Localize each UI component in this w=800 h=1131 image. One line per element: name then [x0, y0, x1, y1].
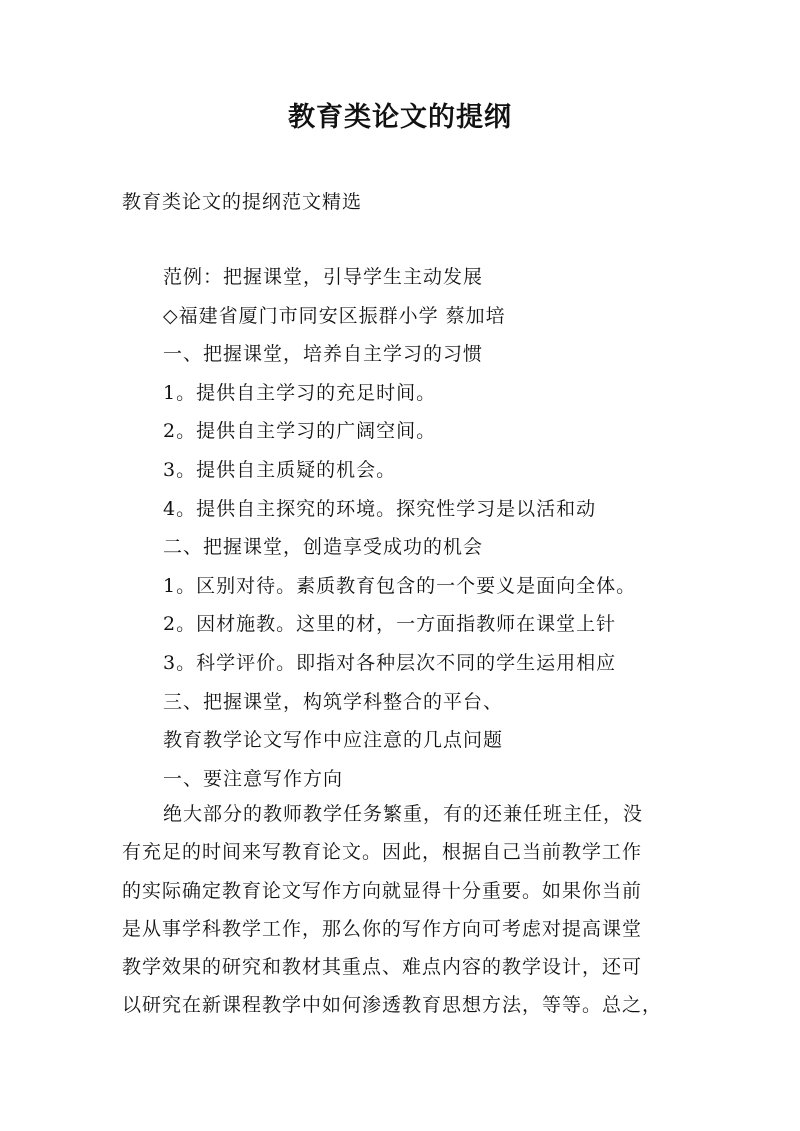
body-line: 绝大部分的教师教学任务繁重，有的还兼任班主任，没: [163, 803, 644, 825]
outline-section: [163, 258, 723, 798]
outline-line: ◇福建省厦门市同安区振群小学 蔡加培: [163, 304, 506, 327]
body-paragraph: [122, 795, 682, 1025]
body-line: 教学效果的研究和教材其重点、难点内容的教学设计，还可: [122, 956, 643, 979]
outline-line: 3。提供自主质疑的机会。: [163, 458, 397, 481]
outline-line: 三、把握课堂，构筑学科整合的平台、: [163, 690, 504, 713]
body-line: 以研究在新课程教学中如何渗透教育思想方法，等等。总之，: [122, 994, 663, 1017]
outline-line: 一、要注意写作方向: [163, 767, 344, 790]
outline-line: 1。区别对待。素质教育包含的一个要义是面向全体。: [163, 574, 637, 597]
document-title: 教育类论文的提纲: [288, 102, 512, 133]
outline-line: 2。因材施教。这里的材，一方面指教师在课堂上针: [163, 613, 617, 636]
outline-line: 4。提供自主探究的环境。探究性学习是以活和动: [163, 497, 597, 520]
outline-line: 教育教学论文写作中应注意的几点问题: [163, 729, 504, 752]
outline-line: 一、把握课堂，培养自主学习的习惯: [163, 343, 484, 366]
body-line: 的实际确定教育论文写作方向就显得十分重要。如果你当前: [122, 879, 643, 902]
outline-line: 二、把握课堂，创造享受成功的机会: [163, 536, 484, 559]
body-line: 是从事学科教学工作，那么你的写作方向可考虑对提高课堂: [122, 917, 643, 940]
body-line: 有充足的时间来写教育论文。因此，根据自己当前教学工作: [122, 841, 643, 864]
document-subtitle: 教育类论文的提纲范文精选: [122, 191, 363, 213]
outline-line: 范例：把握课堂，引导学生主动发展: [163, 266, 484, 288]
outline-line: 3。科学评价。即指对各种层次不同的学生运用相应: [163, 651, 617, 674]
outline-line: 1。提供自主学习的充足时间。: [163, 381, 437, 404]
outline-line: 2。提供自主学习的广阔空间。: [163, 420, 437, 443]
